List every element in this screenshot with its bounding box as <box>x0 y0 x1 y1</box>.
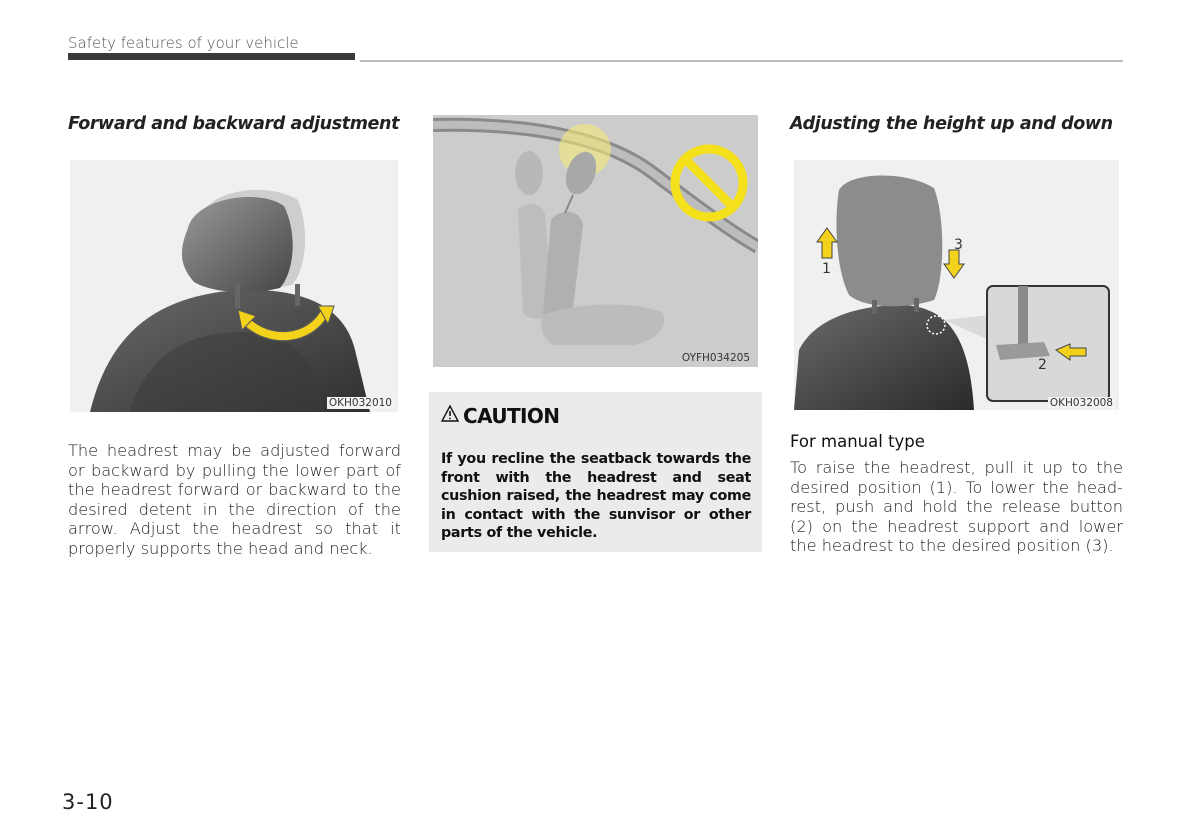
caution-heading <box>441 404 559 428</box>
figure-headrest-height <box>794 160 1119 410</box>
paragraph-height: To raise the headrest, pull it up to the desired position (1). To lower the head-rest, push and hold the release button (2) on the headrest support and lower the headrest to the desired position (3). <box>790 458 1123 555</box>
caution-title: CAUTION <box>463 404 560 428</box>
caution-box <box>429 392 762 552</box>
figure-code-middle: OYFH034205 <box>681 352 750 364</box>
figure-label-2: 2 <box>1038 357 1047 373</box>
figure-code-right: OKH032008 <box>1049 397 1113 409</box>
caution-text: If you recline the seatback towards the front with the headrest and seat cushion raised, the headrest may come in contact with the sunvisor or other parts of the vehicle. <box>441 451 751 541</box>
header-rule-light <box>360 60 1123 62</box>
section-title-forward-backward: Forward and backward adjustment <box>68 114 400 134</box>
headrest-seat-illustration <box>70 160 398 412</box>
page-number: 3-10 <box>62 790 114 814</box>
figure-recline-warning <box>433 115 758 367</box>
paragraph-forward-backward: The headrest may be adjusted forward or backward by pulling the lower part of the headrest forward or backward to the desired detent in the direction of the arrow. Adjust the headrest so that it properly supports the head and neck. <box>68 441 401 558</box>
running-header: Safety features of your vehicle <box>68 34 299 52</box>
warning-triangle-icon <box>441 404 459 428</box>
figure-label-1: 1 <box>822 261 831 277</box>
section-title-height: Adjusting the height up and down <box>790 114 1113 134</box>
recline-seat-illustration <box>433 115 758 367</box>
figure-label-3: 3 <box>954 237 963 253</box>
subhead-manual-type: For manual type <box>790 432 925 451</box>
figure-headrest-forward-backward <box>70 160 398 412</box>
header-rule-dark <box>68 53 355 60</box>
headrest-height-illustration <box>794 160 1119 410</box>
figure-code-left: OKH032010 <box>328 397 392 409</box>
